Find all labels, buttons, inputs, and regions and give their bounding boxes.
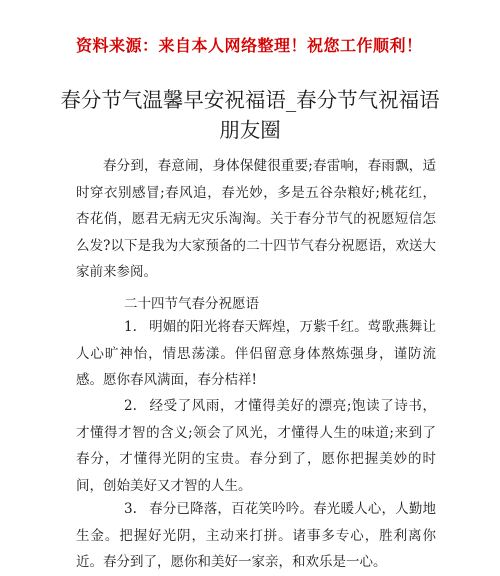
item-text: 经受了风雨，才懂得美好的漂亮;饱读了诗书，才懂得才智的含义;领会了风光，才懂得人生的味道;来到了春分，才懂得光阴的宝贵。春分到了，愿你把握美妙的时间，创始美好又才智的人生。	[76, 398, 436, 494]
list-item	[76, 393, 436, 499]
document-title	[60, 85, 440, 145]
title-line-2: 朋友圈	[219, 118, 281, 142]
section-subtitle: 二十四节气春分祝愿语	[124, 296, 259, 312]
item-number: 1.	[124, 319, 137, 335]
list-item	[76, 496, 436, 576]
list-item	[76, 314, 436, 394]
item-number: 3.	[124, 501, 137, 517]
item-text: 春分已降落，百花笑吟吟。春光暖人心，人勤地生金。把握好光阴，主动来打拼。诸事多专心，胜利离你近。春分到了，愿你和美好一家亲，和欢乐是一心。	[76, 501, 436, 570]
title-line-1: 春分节气温馨早安祝福语_春分节气祝福语	[60, 88, 440, 112]
item-number: 2.	[124, 398, 137, 414]
item-text: 明媚的阳光将春天辉煌，万紫千红。莺歌燕舞让人心旷神怡，情思荡漾。伴侣留意身体熬炼强身，谨防流感。愿你春风满面，春分桔祥!	[76, 319, 436, 388]
source-notice: 资料来源：来自本人网络整理！祝您工作顺利！	[76, 36, 423, 55]
intro-paragraph: 春分到，春意闹，身体保健很重要;春雷响，春雨飘，适时穿衣别感冒;春风追，春光妙，多是五谷杂粮好;桃花红，杏花俏，愿君无病无灾乐淘淘。关于春分节气的祝愿短信怎么发?以下是我为大家预备的二十四节气春分祝愿语，欢送大家前来参阅。	[76, 158, 436, 280]
